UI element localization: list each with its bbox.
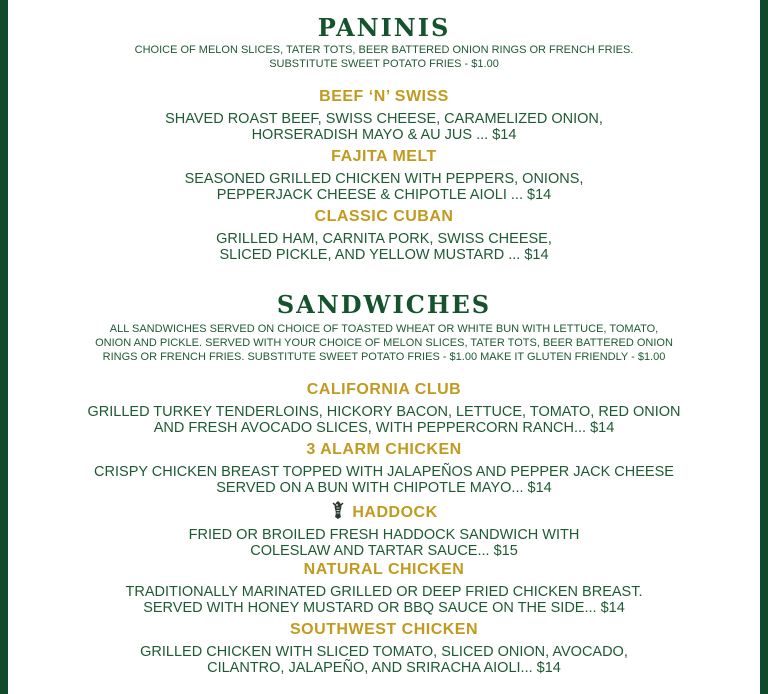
item-name: FAJITA MELT	[331, 148, 437, 165]
item-name: NATURAL CHICKEN	[303, 561, 465, 578]
item-description: CILANTRO, JALAPEÑO, AND SRIRACHA AIOLI... $14	[207, 660, 561, 676]
menu-item-classic-cuban	[8, 207, 760, 263]
item-description: SLICED PICKLE, AND YELLOW MUSTARD ... $14	[219, 247, 549, 263]
item-description: CRISPY CHICKEN BREAST TOPPED WITH JALAPEÑOS AND PEPPER JACK CHEESE	[94, 464, 674, 480]
paninis-header	[8, 14, 760, 42]
sandwiches-title: SANDWICHES	[276, 290, 492, 319]
item-description: FRIED OR BROILED FRESH HADDOCK SANDWICH WITH	[188, 527, 580, 543]
fish-icon	[330, 500, 346, 520]
item-description: SHAVED ROAST BEEF, SWISS CHEESE, CARAMELIZED ONION,	[165, 111, 603, 127]
sandwiches-note-line: RINGS OR FRENCH FRIES. SUBSTITUTE SWEET POTATO FRIES - $1.00 MAKE IT GLUTEN FRIENDLY - $1.00	[102, 351, 666, 363]
item-description: SERVED WITH HONEY MUSTARD OR BBQ SAUCE ON THE SIDE... $14	[143, 600, 625, 616]
item-description: GRILLED HAM, CARNITA PORK, SWISS CHEESE,	[216, 231, 552, 247]
menu-item-beef-n-swiss	[8, 87, 760, 143]
menu-item-california-club	[8, 380, 760, 436]
paninis-note-line: SUBSTITUTE SWEET POTATO FRIES - $1.00	[269, 58, 499, 70]
sandwiches-note-line: ALL SANDWICHES SERVED ON CHOICE OF TOASTED WHEAT OR WHITE BUN WITH LETTUCE, TOMATO,	[109, 323, 659, 335]
item-name: HADDOCK	[352, 504, 438, 521]
item-description: GRILLED TURKEY TENDERLOINS, HICKORY BACON, LETTUCE, TOMATO, RED ONION	[87, 404, 681, 420]
item-name: CLASSIC CUBAN	[314, 208, 454, 225]
item-name: 3 ALARM CHICKEN	[306, 441, 462, 458]
paninis-title: PANINIS	[317, 13, 451, 42]
menu-item-3-alarm-chicken	[8, 440, 760, 496]
item-description: SEASONED GRILLED CHICKEN WITH PEPPERS, ONIONS,	[184, 171, 584, 187]
item-description: COLESLAW AND TARTAR SAUCE... $15	[250, 543, 518, 559]
item-description: TRADITIONALLY MARINATED GRILLED OR DEEP FRIED CHICKEN BREAST.	[125, 584, 643, 600]
sandwiches-note-line: ONION AND PICKLE. SERVED WITH YOUR CHOICE OF MELON SLICES, TATER TOTS, BEER BATTERED ONION	[95, 337, 673, 349]
item-description: HORSERADISH MAYO & AU JUS ... $14	[251, 127, 517, 143]
item-description: GRILLED CHICKEN WITH SLICED TOMATO, SLICED ONION, AVOCADO,	[140, 644, 628, 660]
item-description: AND FRESH AVOCADO SLICES, WITH PEPPERCORN RANCH... $14	[153, 420, 615, 436]
item-name-row	[8, 500, 760, 523]
sandwiches-header	[8, 291, 760, 319]
menu-item-fajita-melt	[8, 147, 760, 203]
right-border	[760, 0, 768, 694]
item-name: SOUTHWEST CHICKEN	[289, 621, 479, 638]
item-description: PEPPERJACK CHEESE & CHIPOTLE AIOLI ... $14	[216, 187, 552, 203]
item-description: SERVED ON A BUN WITH CHIPOTLE MAYO... $14	[216, 480, 552, 496]
menu-item-southwest-chicken	[8, 620, 760, 676]
paninis-note-line: CHOICE OF MELON SLICES, TATER TOTS, BEER BATTERED ONION RINGS OR FRENCH FRIES.	[134, 44, 634, 56]
sandwiches-note	[8, 322, 760, 364]
left-border	[0, 0, 8, 694]
menu-item-haddock	[8, 500, 760, 559]
item-name: BEEF ‘N’ SWISS	[319, 88, 449, 105]
menu-item-natural-chicken	[8, 560, 760, 616]
item-name: CALIFORNIA CLUB	[306, 381, 462, 398]
paninis-note	[8, 43, 760, 71]
menu-page	[8, 0, 760, 694]
